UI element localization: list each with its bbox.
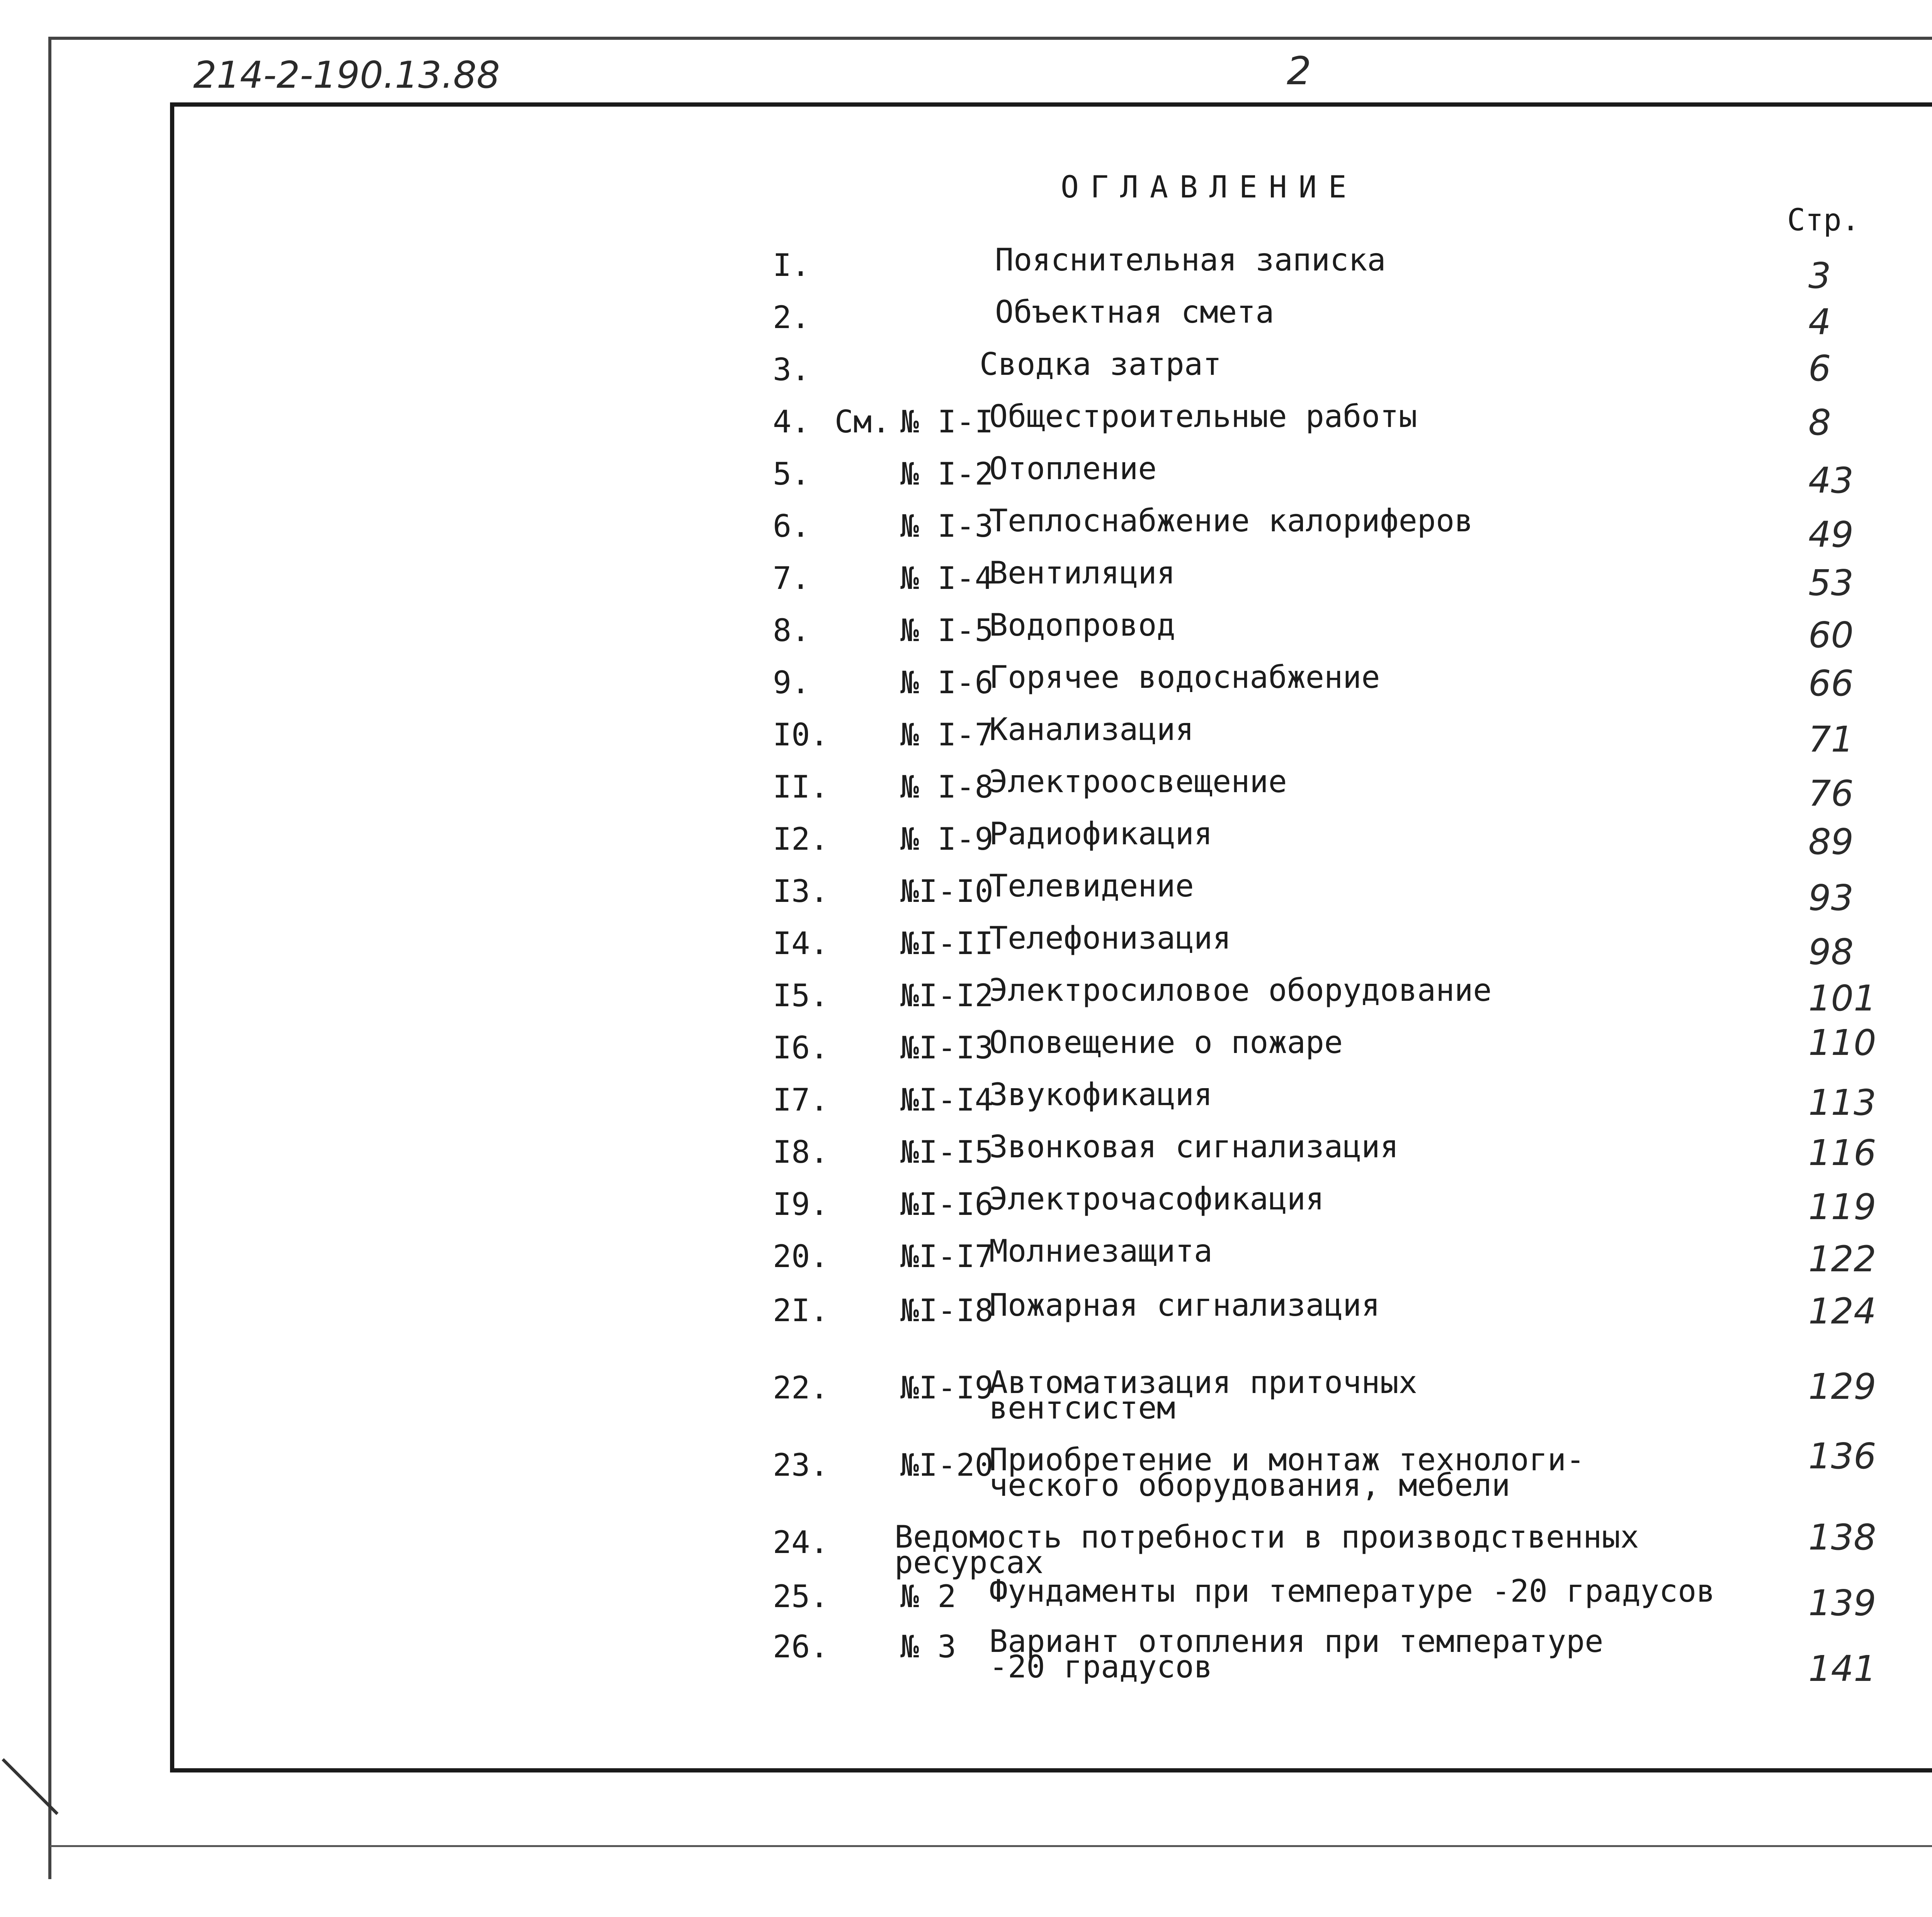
toc-number: I5.: [773, 978, 829, 1014]
toc-page-number: 3: [1808, 255, 1831, 296]
toc-page-number: 101: [1808, 978, 1876, 1019]
toc-page-number: 89: [1808, 821, 1854, 862]
toc-page-number: 141: [1808, 1648, 1876, 1689]
toc-number: 26.: [773, 1629, 829, 1665]
document-code: 214-2-190.13.88: [193, 54, 500, 97]
toc-number: 7.: [773, 560, 810, 596]
toc-title: Пояснительная записка: [995, 242, 1386, 278]
toc-title: Пожарная сигнализация: [989, 1287, 1380, 1323]
toc-number: 5.: [773, 456, 810, 492]
toc-estimate-ref: № I-5: [900, 612, 993, 648]
toc-number: 6.: [773, 508, 810, 544]
toc-estimate-ref: №I-20: [900, 1447, 993, 1483]
toc-page-number: 124: [1808, 1291, 1876, 1332]
toc-estimate-ref: № I-8: [900, 769, 993, 805]
toc-number: I0.: [773, 717, 829, 753]
toc-number: II.: [773, 769, 829, 805]
toc-page-number: 138: [1808, 1517, 1876, 1558]
toc-estimate-ref: № I-3: [900, 508, 993, 544]
toc-title: Вариант отопления при температуре -20 градусов: [989, 1623, 1604, 1685]
toc-page-number: 136: [1808, 1436, 1876, 1477]
toc-title: Теплоснабжение калориферов: [989, 503, 1473, 539]
toc-title: Радиофикация: [989, 816, 1213, 852]
toc-estimate-ref: №I-I7: [900, 1238, 993, 1274]
toc-number: I.: [773, 247, 810, 283]
toc-title: Объектная смета: [995, 294, 1274, 330]
toc-number: I7.: [773, 1082, 829, 1118]
toc-estimate-ref: №I-I3: [900, 1030, 993, 1066]
toc-estimate-ref: № I-4: [900, 560, 993, 596]
toc-estimate-ref: №I-I4: [900, 1082, 993, 1118]
toc-title: Сводка затрат: [980, 346, 1222, 382]
toc-title: Фундаменты при температуре -20 градусов: [989, 1573, 1715, 1609]
toc-number: 3.: [773, 352, 810, 388]
toc-prefix: См.: [835, 404, 891, 440]
toc-title: Общестроительные работы: [989, 398, 1417, 434]
toc-title: Горячее водоснабжение: [989, 659, 1380, 695]
toc-number: 9.: [773, 665, 810, 701]
toc-title: Отопление: [989, 451, 1157, 486]
toc-page-number: 4: [1808, 301, 1831, 343]
toc-title: Электросиловое оборудование: [989, 972, 1492, 1008]
toc-title: Электрочасофикация: [989, 1181, 1324, 1217]
toc-estimate-ref: №I-II: [900, 925, 993, 961]
toc-title: Звонковая сигнализация: [989, 1129, 1399, 1165]
toc-number: I2.: [773, 821, 829, 857]
toc-number: 8.: [773, 612, 810, 648]
toc-page-number: 66: [1808, 663, 1854, 704]
toc-page-number: 116: [1808, 1132, 1876, 1174]
bottom-edge-line: [50, 1845, 1932, 1847]
toc-page-number: 43: [1808, 460, 1854, 501]
toc-estimate-ref: № 3: [900, 1629, 956, 1665]
toc-title: Канализация: [989, 711, 1194, 747]
document-title: ОГЛАВЛЕНИЕ: [1061, 170, 1358, 205]
toc-title: Ведомость потребности в производственных ресурсах: [895, 1519, 1639, 1580]
toc-estimate-ref: №I-I8: [900, 1293, 993, 1328]
toc-title: Оповещение о пожаре: [989, 1024, 1343, 1060]
toc-title: Молниезащита: [989, 1233, 1213, 1269]
toc-title: Автоматизация приточных вентсистем: [989, 1364, 1417, 1426]
toc-page-number: 53: [1808, 562, 1854, 604]
toc-page-number: 122: [1808, 1238, 1876, 1280]
toc-estimate-ref: №I-I9: [900, 1370, 993, 1406]
toc-title: Приобретение и монтаж технологи- ческого оборудования, мебели: [989, 1442, 1585, 1503]
toc-number: I8.: [773, 1134, 829, 1170]
toc-title: Телефонизация: [989, 920, 1231, 956]
toc-estimate-ref: № I-9: [900, 821, 993, 857]
toc-page-number: 6: [1808, 348, 1831, 389]
toc-estimate-ref: №I-I2: [900, 978, 993, 1014]
toc-number: I6.: [773, 1030, 829, 1066]
toc-estimate-ref: № I-2: [900, 456, 993, 492]
toc-page-number: 119: [1808, 1186, 1876, 1228]
toc-page-number: 98: [1808, 931, 1854, 973]
toc-page-number: 129: [1808, 1366, 1876, 1407]
toc-estimate-ref: №I-I6: [900, 1186, 993, 1222]
toc-estimate-ref: №I-I5: [900, 1134, 993, 1170]
toc-number: I9.: [773, 1186, 829, 1222]
toc-estimate-ref: № I-6: [900, 665, 993, 701]
toc-number: 23.: [773, 1447, 829, 1483]
toc-title: Звукофикация: [989, 1077, 1213, 1112]
toc-title: Водопровод: [989, 607, 1175, 643]
toc-title: Телевидение: [989, 868, 1194, 904]
toc-number: 4.: [773, 404, 810, 440]
toc-page-number: 139: [1808, 1582, 1876, 1624]
toc-number: I4.: [773, 925, 829, 961]
toc-number: 2.: [773, 299, 810, 335]
toc-number: 2I.: [773, 1293, 829, 1328]
toc-page-number: 113: [1808, 1082, 1876, 1123]
toc-number: 24.: [773, 1524, 829, 1560]
toc-page-number: 71: [1808, 719, 1854, 760]
toc-number: 22.: [773, 1370, 829, 1406]
page-column-label: Стр.: [1787, 203, 1860, 238]
toc-page-number: 8: [1808, 402, 1831, 443]
toc-estimate-ref: № 2: [900, 1579, 956, 1614]
toc-page-number: 93: [1808, 877, 1854, 919]
toc-estimate-ref: № I-7: [900, 717, 993, 753]
toc-number: 25.: [773, 1579, 829, 1614]
toc-estimate-ref: №I-I0: [900, 873, 993, 909]
toc-page-number: 110: [1808, 1022, 1876, 1063]
toc-estimate-ref: № I-I: [900, 404, 993, 440]
toc-number: I3.: [773, 873, 829, 909]
toc-title: Электроосвещение: [989, 764, 1287, 799]
toc-number: 20.: [773, 1238, 829, 1274]
toc-page-number: 76: [1808, 773, 1854, 814]
page-number: 2: [1287, 48, 1311, 94]
toc-title: Вентиляция: [989, 555, 1175, 591]
toc-page-number: 60: [1808, 614, 1854, 656]
toc-page-number: 49: [1808, 514, 1854, 555]
